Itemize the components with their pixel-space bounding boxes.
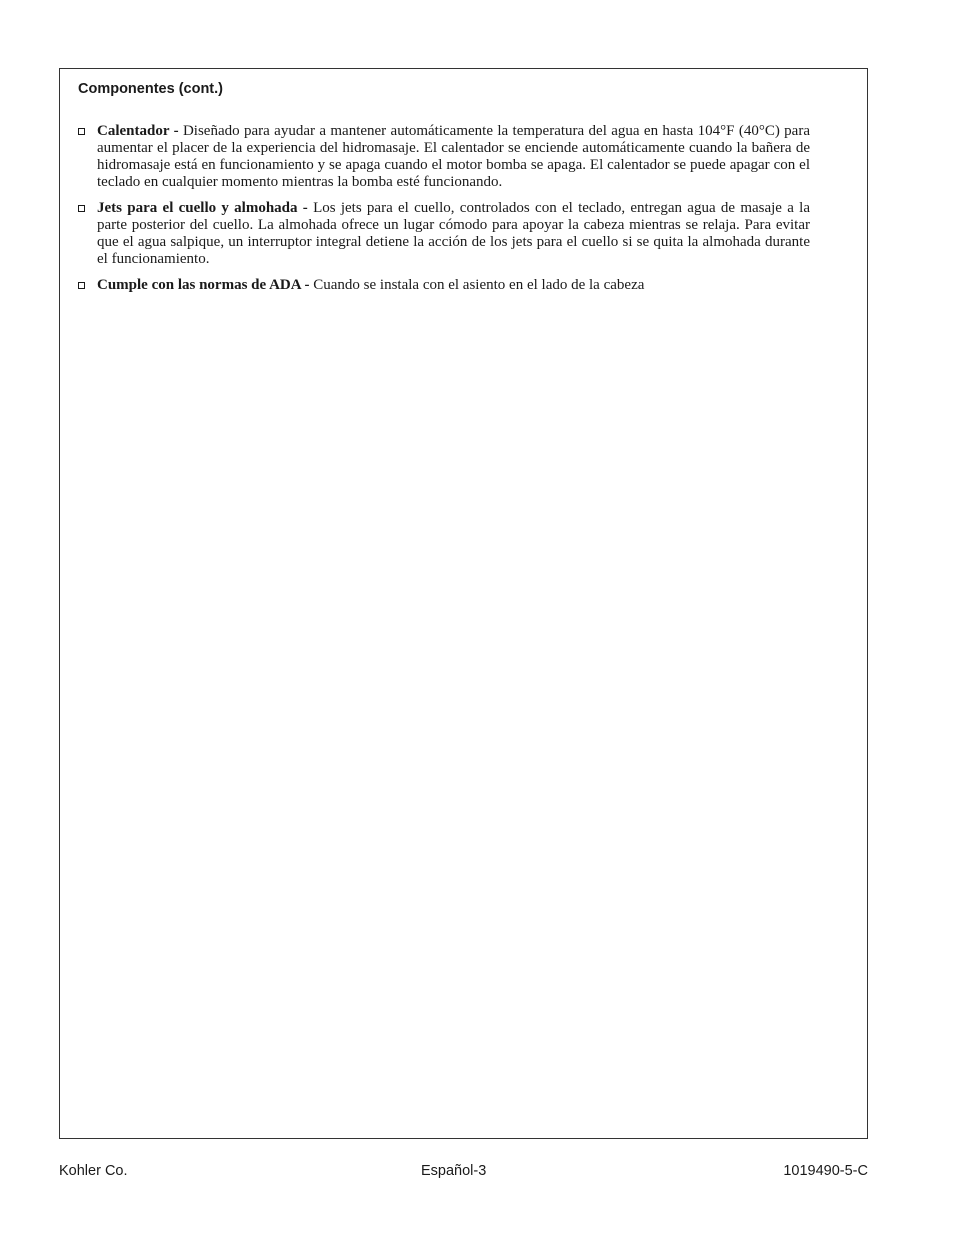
item-term: Cumple con las normas de ADA - — [97, 277, 310, 293]
list-item-jets-cuello — [78, 200, 810, 268]
square-bullet-icon — [78, 282, 85, 289]
content-frame — [59, 68, 868, 1139]
footer-company: Kohler Co. — [59, 1163, 128, 1179]
item-text: Diseñado para ayudar a mantener automáticamente la temperatura del agua en hasta 104°F (40°C) para aumentar el placer de la experiencia del hidromasaje. El calentador se enciende automáticamente cuando la bañera de hidromasaje está en funcionamiento y se apaga cuando el motor bomba se apaga. El calentador se puede apagar con el teclado en cualquier momento mientras la bomba esté funcionando. — [97, 123, 810, 190]
component-list — [78, 123, 810, 303]
item-text: Los jets para el cuello, controlados con el teclado, entregan agua de masaje a la parte posterior del cuello. La almohada ofrece un lugar cómodo para apoyar la cabeza mientras se relaja. Para evitar que el agua salpique, un interruptor integral detiene la acción de los jets para el cuello si se quita la almohada durante el funcionamiento. — [97, 200, 810, 267]
footer-document-number: 1019490-5-C — [783, 1163, 868, 1179]
item-text: Cuando se instala con el asiento en el lado de la cabeza — [313, 277, 645, 293]
footer-page-number: Español-3 — [421, 1163, 487, 1179]
item-term: Jets para el cuello y almohada - — [97, 200, 308, 216]
item-term: Calentador - — [97, 123, 179, 139]
square-bullet-icon — [78, 128, 85, 135]
list-item-calentador — [78, 123, 810, 191]
section-title: Componentes (cont.) — [78, 81, 223, 97]
list-item-ada — [78, 277, 810, 294]
square-bullet-icon — [78, 205, 85, 212]
